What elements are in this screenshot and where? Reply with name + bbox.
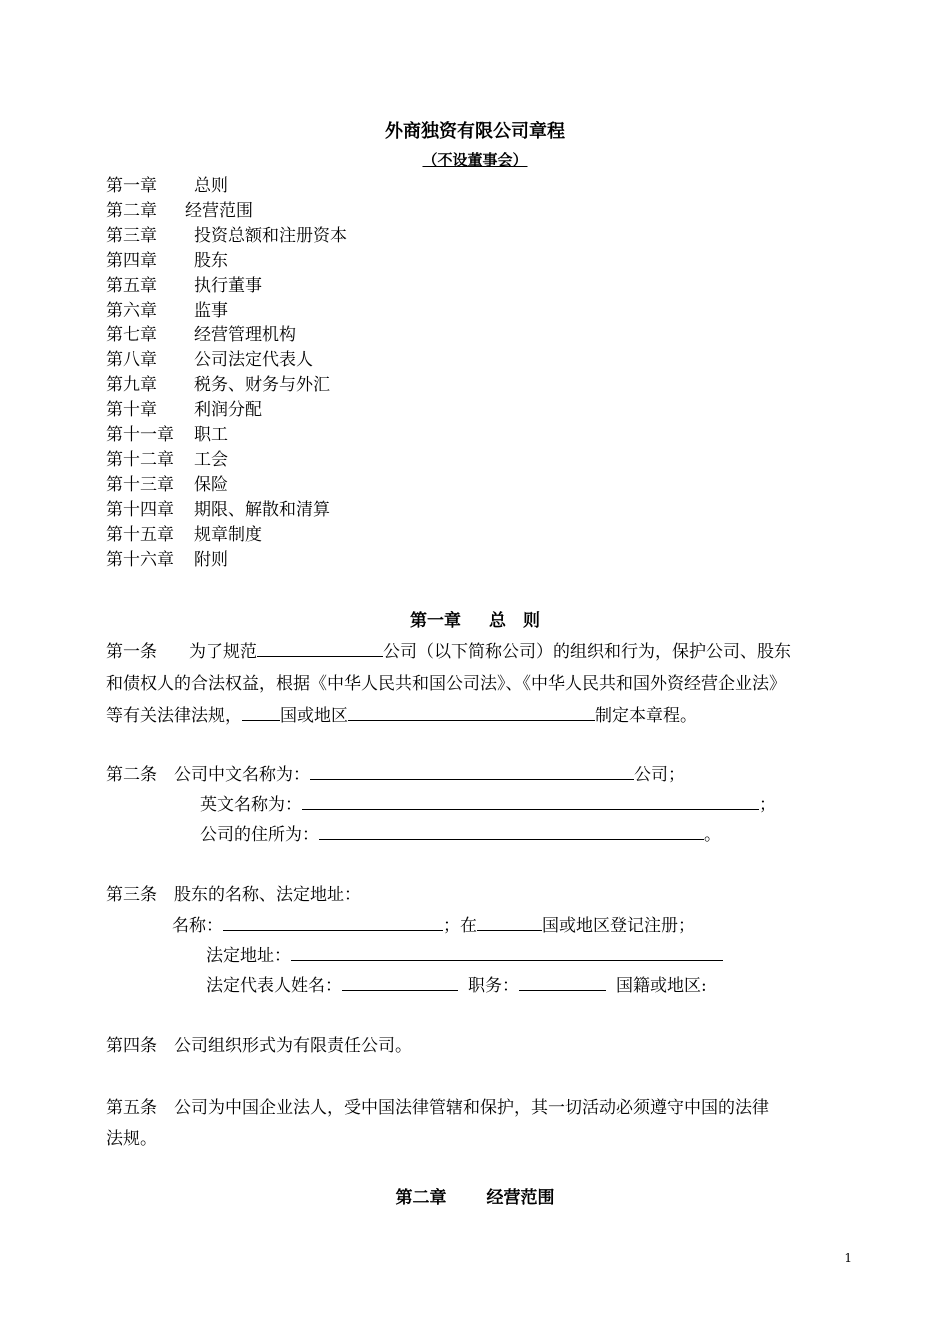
page-number: 1 [844, 1251, 852, 1265]
blank-registration-country [477, 913, 542, 931]
article-3-line-3: 法定地址： [206, 941, 723, 966]
blank-position [519, 973, 606, 991]
document-subtitle: （不设董事会） [422, 151, 528, 169]
article-1-line-3: 等有关法律法规， 国或地区 制定本章程。 [106, 701, 697, 726]
toc-item: 第十五章 规章制度 [106, 524, 262, 545]
article-2-line-1: 第二条 公司中文名称为： 公司； [106, 760, 685, 785]
toc-item: 第十三章 保险 [106, 474, 228, 495]
article-2-line-3: 公司的住所为： 。 [200, 820, 721, 845]
toc-item: 第十一章 职工 [106, 425, 228, 446]
blank-chinese-name [310, 762, 634, 780]
toc-item: 第一章 总则 [106, 176, 228, 196]
toc-item: 第十四章 期限、解散和清算 [106, 499, 330, 520]
document-title: 外商独资有限公司章程 [385, 121, 565, 142]
toc-item: 第十二章 工会 [106, 449, 228, 470]
article-3-line-1: 第三条 股东的名称、法定地址： [106, 885, 361, 905]
blank-country [242, 703, 280, 721]
table-of-contents [106, 174, 347, 573]
chapter-heading: 第一章 总 则 [410, 611, 540, 631]
blank-representative-name [342, 973, 458, 991]
blank-legal-address [291, 943, 723, 961]
blank-company-name [257, 639, 383, 657]
article-5-line-1: 第五条 公司为中国企业法人，受中国法律管辖和保护，其一切活动必须遵守中国的法律 [106, 1098, 769, 1118]
article-1-line-1: 第一条 为了规范 公司（以下简称公司）的组织和行为，保护公司、股东 [106, 637, 791, 662]
toc-item: 第四章 股东 [106, 250, 228, 271]
article-label: 第二条 [106, 765, 157, 785]
article-label: 第四条 [106, 1036, 157, 1056]
article-3-line-2: 名称： ；在 国或地区登记注册； [172, 911, 695, 936]
toc-item: 第八章 公司法定代表人 [106, 350, 313, 371]
toc-item: 第十章 利润分配 [106, 400, 262, 421]
toc-item: 第二章 经营范围 [106, 200, 253, 221]
blank-shareholder-name [223, 913, 443, 931]
article-label: 第一条 [106, 642, 157, 662]
chapter-heading: 第二章 经营范围 [395, 1188, 555, 1208]
toc-item: 第九章 税务、财务与外汇 [106, 375, 330, 396]
blank-address [319, 822, 704, 840]
article-label: 第五条 [106, 1098, 157, 1118]
blank-investor [348, 703, 595, 721]
article-2-line-2: 英文名称为： ； [200, 790, 776, 815]
article-1-line-2: 和债权人的合法权益，根据《中华人民共和国公司法》、《中华人民共和国外资经营企业法》 [106, 674, 786, 694]
blank-english-name [302, 792, 759, 810]
toc-item: 第三章 投资总额和注册资本 [106, 225, 347, 246]
toc-item: 第六章 监事 [106, 300, 228, 321]
toc-item: 第十六章 附则 [106, 549, 228, 570]
toc-item: 第七章 经营管理机构 [106, 325, 296, 346]
article-4: 第四条 公司组织形式为有限责任公司。 [106, 1036, 412, 1056]
article-5-line-2: 法规。 [106, 1129, 157, 1149]
article-3-line-4: 法定代表人姓名： 职务： 国籍或地区: [206, 971, 707, 996]
article-label: 第三条 [106, 885, 157, 905]
toc-item: 第五章 执行董事 [106, 275, 262, 296]
